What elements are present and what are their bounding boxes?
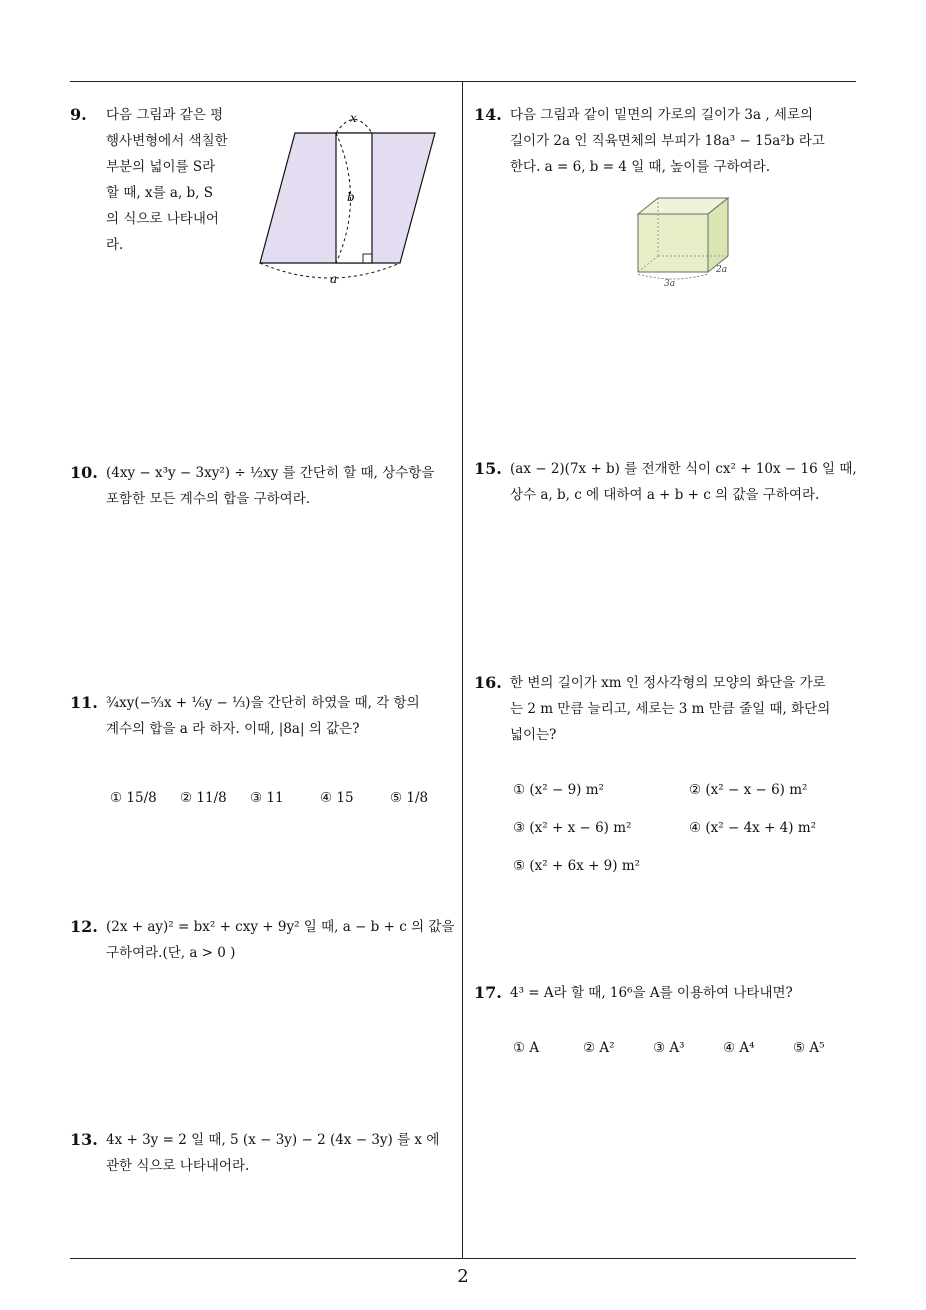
problem-text: 다음 그림과 같이 밑면의 가로의 길이가 3a , 세로의 길이가 2a 인 직육면체의 부피가 18a³ − 15a²b 라고 한다. a = 6, b = 4 일 때, 높이를 구하여라.: [510, 107, 825, 175]
problem-14: [474, 102, 859, 180]
choice-4[interactable]: ④ A⁴: [723, 1040, 755, 1056]
label-b: b: [347, 190, 355, 204]
choice-4[interactable]: ④ 15: [320, 790, 354, 806]
choice-3[interactable]: ③ A³: [653, 1040, 685, 1056]
problem-number: 16.: [474, 673, 502, 692]
problem-text: 한 변의 길이가 xm 인 정사각형의 모양의 화단을 가로 는 2 m 만큼 늘리고, 세로는 3 m 만큼 줄일 때, 화단의 넓이는?: [510, 675, 831, 743]
choice-5[interactable]: ⑤ (x² + 6x + 9) m²: [513, 858, 641, 874]
column-divider: [462, 81, 463, 1259]
choice-2[interactable]: ② A²: [583, 1040, 615, 1056]
choice-3[interactable]: ③ (x² + x − 6) m²: [513, 820, 632, 836]
top-rule: [70, 81, 856, 82]
problem-text: 4x + 3y = 2 일 때, 5 (x − 3y) − 2 (4x − 3y) 를 x 에 관한 식으로 나타내어라.: [106, 1132, 440, 1174]
problem-number: 15.: [474, 459, 502, 478]
choice-2[interactable]: ② 11/8: [180, 790, 227, 806]
problem-number: 12.: [70, 917, 98, 936]
problem-9: [70, 102, 250, 258]
parallelogram-figure: [255, 108, 440, 290]
choices-11: [110, 790, 460, 820]
choice-1[interactable]: ① (x² − 9) m²: [513, 782, 604, 798]
problem-13: [70, 1127, 460, 1179]
problem-10: [70, 460, 460, 512]
problem-17: [474, 980, 859, 1006]
problem-12: [70, 914, 460, 966]
cuboid-figure: [628, 192, 740, 290]
label-a: a: [330, 272, 338, 286]
problem-number: 14.: [474, 105, 502, 124]
bottom-rule: [70, 1258, 856, 1259]
choice-5[interactable]: ⑤ A⁵: [793, 1040, 825, 1056]
choice-5[interactable]: ⑤ 1/8: [390, 790, 429, 806]
problem-11: [70, 690, 460, 742]
choice-4[interactable]: ④ (x² − 4x + 4) m²: [689, 820, 817, 836]
problem-number: 17.: [474, 983, 502, 1002]
problem-text: (ax − 2)(7x + b) 를 전개한 식이 cx² + 10x − 16 일 때, 상수 a, b, c 에 대하여 a + b + c 의 값을 구하여라.: [510, 461, 857, 503]
problem-text: 4³ = A라 할 때, 16⁶을 A를 이용하여 나타내면?: [510, 985, 793, 1001]
problem-15: [474, 456, 859, 508]
problem-number: 13.: [70, 1130, 98, 1149]
problem-number: 9.: [70, 105, 87, 124]
problem-text: (2x + ay)² = bx² + cxy + 9y² 일 때, a − b + c 의 값을 구하여라.(단, a > 0 ): [106, 919, 455, 961]
choice-1[interactable]: ① 15/8: [110, 790, 157, 806]
choices-16: [513, 782, 853, 882]
problem-16: [474, 670, 859, 748]
label-2a: 2a: [716, 265, 728, 275]
choice-2[interactable]: ② (x² − x − 6) m²: [689, 782, 808, 798]
problem-number: 11.: [70, 693, 98, 712]
problem-text: ¾xy(−⁵⁄₃x + ⅙y − ⅓)을 간단히 하였을 때, 각 항의 계수의 합을 a 라 하자. 이때, |8a| 의 값은?: [106, 695, 420, 737]
choice-3[interactable]: ③ 11: [250, 790, 284, 806]
problem-text: (4xy − x³y − 3xy²) ÷ ½xy 를 간단히 할 때, 상수항을 포함한 모든 계수의 합을 구하여라.: [106, 465, 435, 507]
choice-1[interactable]: ① A: [513, 1040, 540, 1056]
problem-text: 다음 그림과 같은 평 행사변형에서 색칠한 부분의 넓이를 S라 할 때, x를 a, b, S 의 식으로 나타내어 라.: [106, 107, 228, 253]
problem-number: 10.: [70, 463, 98, 482]
label-x: x: [350, 111, 357, 125]
label-3a: 3a: [664, 279, 676, 289]
page-number: 2: [457, 1266, 469, 1287]
choices-17: [513, 1040, 853, 1064]
